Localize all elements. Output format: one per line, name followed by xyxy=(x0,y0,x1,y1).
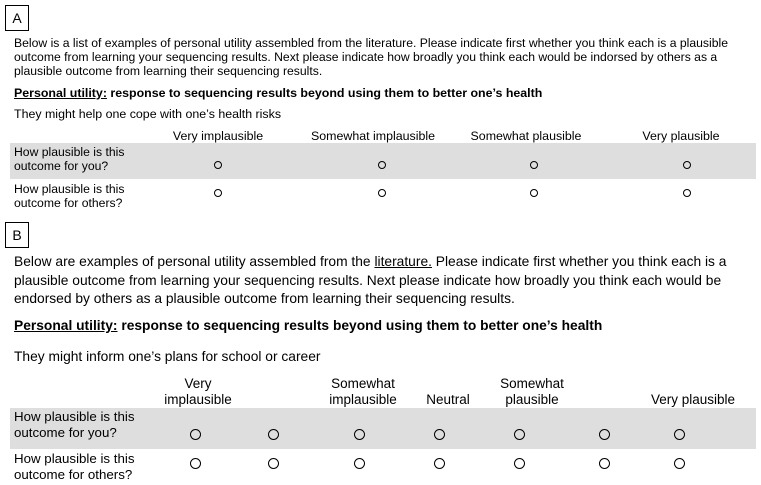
panel-b-letter: B xyxy=(12,227,22,243)
panel-b-you-radio-2[interactable] xyxy=(268,429,279,440)
panel-b-heading-label: Personal utility: xyxy=(14,318,118,333)
panel-a-heading xyxy=(14,86,542,100)
panel-b-others-radio-7[interactable] xyxy=(674,458,685,469)
panel-a-others-radio-somewhat-implausible[interactable] xyxy=(378,189,386,197)
panel-b-intro-pre: Below are examples of personal utility assembled from the xyxy=(14,254,375,269)
panel-a-row-you-label: How plausible is this outcome for you? xyxy=(14,145,125,173)
panel-b-col-somewhat-implausible: Somewhat implausible xyxy=(329,376,397,407)
panel-a-item: They might help one cope with one’s health risks xyxy=(14,107,282,121)
panel-a-heading-text: response to sequencing results beyond using them to better one’s health xyxy=(106,86,543,100)
panel-b-col-very-implausible: Very implausible xyxy=(164,376,232,407)
panel-b-you-radio-5[interactable] xyxy=(514,429,525,440)
panel-b-intro-post: Please indicate first whether you think each is a plausible outcome from learning your sequencing results. Next please indicate how broadly you think each would be endorsed by others as a plausible outcome from learning their sequencing results. xyxy=(14,254,727,306)
panel-b-others-radio-4[interactable] xyxy=(434,458,445,469)
panel-a-others-radio-somewhat-plausible[interactable] xyxy=(530,189,538,197)
panel-a-col-very-implausible: Very implausible xyxy=(172,129,264,143)
panel-b-col-very-plausible: Very plausible xyxy=(650,392,736,407)
panel-a-col-somewhat-implausible: Somewhat implausible xyxy=(311,129,435,143)
panel-a-letter: A xyxy=(12,10,22,26)
panel-a-heading-label: Personal utility: xyxy=(14,86,107,100)
panel-a-you-radio-somewhat-plausible[interactable] xyxy=(530,161,538,169)
panel-b-row-you-label: How plausible is this outcome for you? xyxy=(14,409,135,440)
panel-b-row-others-label: How plausible is this outcome for others? xyxy=(14,451,135,482)
panel-b-others-radio-1[interactable] xyxy=(190,458,201,469)
panel-a-others-radio-very-implausible[interactable] xyxy=(214,189,222,197)
panel-b-you-radio-1[interactable] xyxy=(190,429,201,440)
panel-a-you-radio-very-plausible[interactable] xyxy=(683,161,691,169)
panel-b-you-radio-6[interactable] xyxy=(599,429,610,440)
panel-a-others-radio-very-plausible[interactable] xyxy=(683,189,691,197)
panel-a-col-somewhat-plausible: Somewhat plausible xyxy=(470,129,582,143)
panel-a-you-radio-somewhat-implausible[interactable] xyxy=(378,161,386,169)
panel-b-label xyxy=(5,222,29,248)
panel-b-others-radio-6[interactable] xyxy=(599,458,610,469)
panel-b-others-radio-3[interactable] xyxy=(354,458,365,469)
panel-a-col-very-plausible: Very plausible xyxy=(642,129,720,143)
panel-a-label xyxy=(5,5,29,31)
panel-a-row-others-label: How plausible is this outcome for others? xyxy=(14,182,125,210)
panel-b-others-radio-2[interactable] xyxy=(268,458,279,469)
panel-b-heading-text: response to sequencing results beyond using them to better one’s health xyxy=(117,318,603,333)
panel-b-heading xyxy=(14,318,602,333)
panel-b-intro-link: literature. xyxy=(374,254,432,269)
panel-b-you-radio-4[interactable] xyxy=(434,429,445,440)
panel-b-item: They might inform one’s plans for school or career xyxy=(14,349,321,364)
panel-a-you-radio-very-implausible[interactable] xyxy=(214,161,222,169)
panel-b-you-radio-7[interactable] xyxy=(674,429,685,440)
panel-a-intro: Below is a list of examples of personal utility assembled from the literature. Please indicate first whether you think each is a plausible outcome from learning your sequencing results. Next please indicate how broadly you think each would be indorsed by others as a plausible outcome from learning their sequencing results. xyxy=(14,36,728,79)
panel-b-col-somewhat-plausible: Somewhat plausible xyxy=(500,376,564,407)
panel-b-others-radio-5[interactable] xyxy=(514,458,525,469)
panel-b-intro xyxy=(14,253,749,309)
panel-b-col-neutral: Neutral xyxy=(426,392,470,407)
panel-b-you-radio-3[interactable] xyxy=(354,429,365,440)
